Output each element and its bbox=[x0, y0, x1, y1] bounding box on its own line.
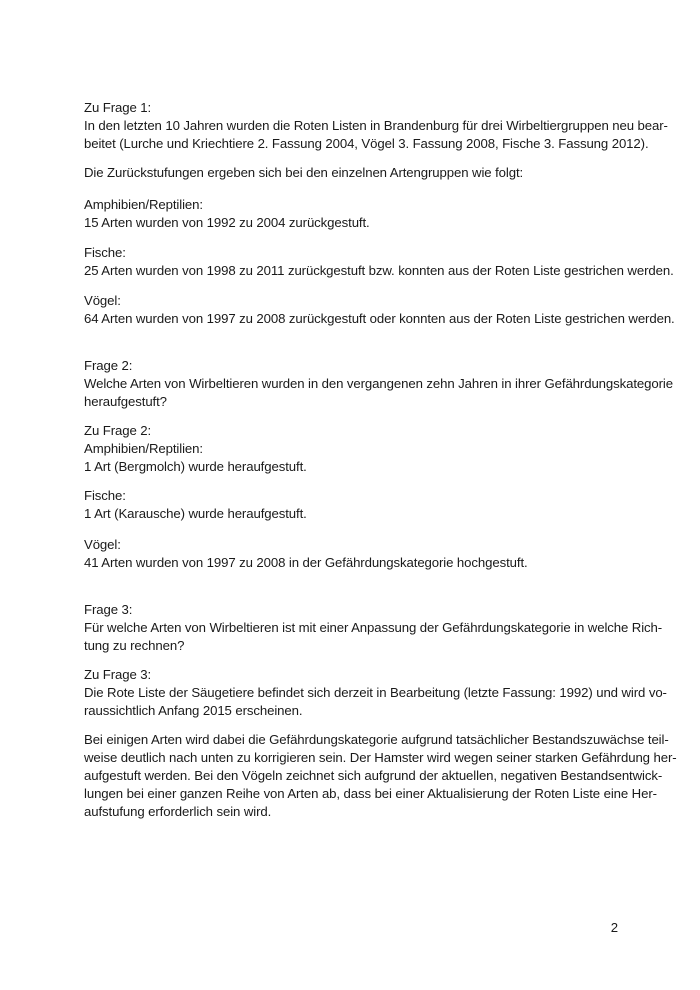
answer-3-paragraph-2 bbox=[84, 731, 677, 821]
answer-3-p2-line: weise deutlich nach unten zu korrigieren sein. Der Hamster wird wegen seiner starken Gefährdung her- bbox=[84, 750, 677, 765]
question-3-heading: Frage 3: bbox=[84, 602, 133, 617]
question-2 bbox=[84, 357, 673, 411]
answer-3-p2-line: Bei einigen Arten wird dabei die Gefährdungskategorie aufgrund tatsächlicher Bestandszuwächse teil- bbox=[84, 732, 669, 747]
question-3-line: Für welche Arten von Wirbeltieren ist mit einer Anpassung der Gefährdungskategorie in welche Rich- bbox=[84, 620, 663, 635]
answer-3-p1-line: raussichtlich Anfang 2015 erscheinen. bbox=[84, 703, 303, 718]
fische-text: 1 Art (Karausche) wurde heraufgestuft. bbox=[84, 506, 307, 521]
answer-3-heading: Zu Frage 3: bbox=[84, 667, 152, 682]
answer-2-voegel bbox=[84, 536, 618, 572]
answer-1-lead bbox=[84, 164, 618, 182]
answer-1-amphibien bbox=[84, 196, 618, 232]
voegel-label: Vögel: bbox=[84, 293, 121, 308]
fische-label: Fische: bbox=[84, 488, 126, 503]
question-3-line: tung zu rechnen? bbox=[84, 638, 185, 653]
answer-1-lead-text: Die Zurückstufungen ergeben sich bei den einzelnen Artengruppen wie folgt: bbox=[84, 165, 524, 180]
answer-1-intro bbox=[84, 99, 668, 153]
fische-label: Fische: bbox=[84, 245, 126, 260]
amphibien-text: 1 Art (Bergmolch) wurde heraufgestuft. bbox=[84, 459, 307, 474]
answer-2 bbox=[84, 422, 618, 476]
page-number: 2 bbox=[610, 920, 618, 935]
question-3 bbox=[84, 601, 663, 655]
voegel-label: Vögel: bbox=[84, 537, 121, 552]
answer-3-p2-line: aufgestuft werden. Bei den Vögeln zeichnet sich aufgrund der aktuellen, negativen Bestandsentwick- bbox=[84, 768, 663, 783]
answer-2-fische bbox=[84, 487, 618, 523]
voegel-text: 64 Arten wurden von 1997 zu 2008 zurückgestuft oder konnten aus der Roten Liste gestrichen werden. bbox=[84, 311, 675, 326]
answer-1-intro-line: beitet (Lurche und Kriechtiere 2. Fassung 2004, Vögel 3. Fassung 2008, Fische 3. Fassung 2012). bbox=[84, 136, 649, 151]
question-2-heading: Frage 2: bbox=[84, 358, 133, 373]
answer-1-voegel bbox=[84, 292, 675, 328]
answer-3 bbox=[84, 666, 667, 720]
amphibien-label: Amphibien/Reptilien: bbox=[84, 441, 203, 456]
answer-2-heading: Zu Frage 2: bbox=[84, 423, 152, 438]
answer-1-heading: Zu Frage 1: bbox=[84, 100, 152, 115]
answer-3-p2-line: aufstufung erforderlich sein wird. bbox=[84, 804, 272, 819]
fische-text: 25 Arten wurden von 1998 zu 2011 zurückgestuft bzw. konnten aus der Roten Liste gestrichen werden. bbox=[84, 263, 674, 278]
answer-3-p2-line: lungen bei einer ganzen Reihe von Arten ab, dass bei einer Aktualisierung der Roten Liste eine Her- bbox=[84, 786, 657, 801]
amphibien-text: 15 Arten wurden von 1992 zu 2004 zurückgestuft. bbox=[84, 215, 370, 230]
answer-3-p1-line: Die Rote Liste der Säugetiere befindet sich derzeit in Bearbeitung (letzte Fassung: 1992) und wird vo- bbox=[84, 685, 667, 700]
question-2-line: heraufgestuft? bbox=[84, 394, 167, 409]
question-2-line: Welche Arten von Wirbeltieren wurden in den vergangenen zehn Jahren in ihrer Gefährdungskategorie bbox=[84, 376, 673, 391]
amphibien-label: Amphibien/Reptilien: bbox=[84, 197, 203, 212]
answer-1-fische bbox=[84, 244, 674, 280]
answer-1-intro-line: In den letzten 10 Jahren wurden die Roten Listen in Brandenburg für drei Wirbeltiergruppen neu bear- bbox=[84, 118, 668, 133]
voegel-text: 41 Arten wurden von 1997 zu 2008 in der Gefährdungskategorie hochgestuft. bbox=[84, 555, 528, 570]
